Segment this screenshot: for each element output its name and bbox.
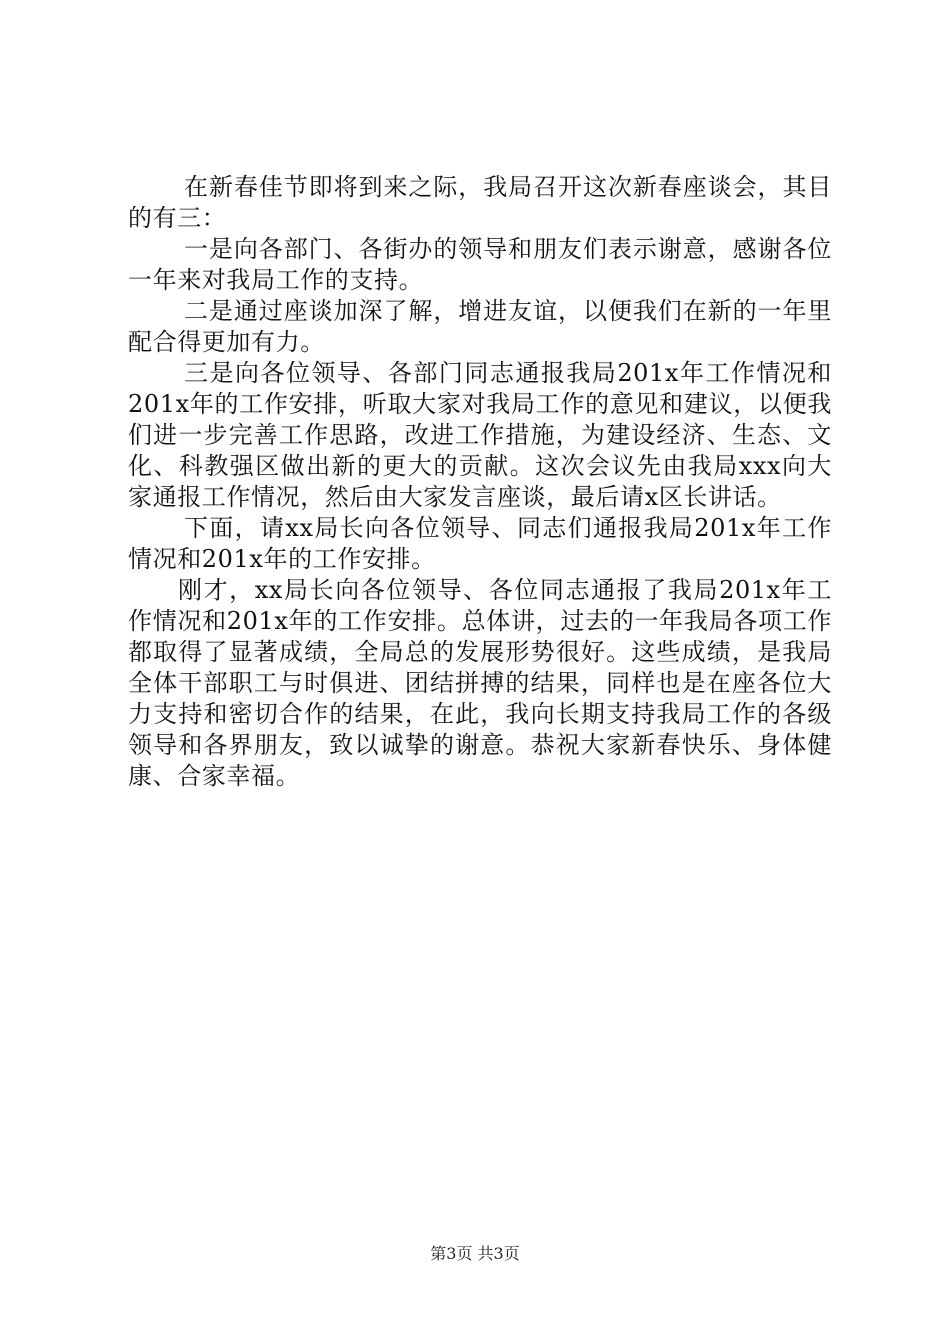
page-footer: 第3页 共3页 [430, 1244, 520, 1263]
paragraph-closing-remarks: 刚才，xx局长向各位领导、各位同志通报了我局201x年工作情况和201x年的工作安排。总体讲，过去的一年我局各项工作都取得了显著成绩，全局总的发展形势很好。这些成绩，是我局全体干部职工与时俱进、团结拼搏的结果，同样也是在座各位大力支持和密切合作的结果，在此，我向长期支持我局工作的各级领导和各界朋友，致以诚挚的谢意。恭祝大家新春快乐、身体健康、合家幸福。 [128, 576, 832, 790]
paragraph-purpose-one: 一是向各部门、各街办的领导和朋友们表示谢意，感谢各位一年来对我局工作的支持。 [128, 235, 832, 294]
paragraph-purpose-two: 二是通过座谈加深了解，增进友谊，以便我们在新的一年里配合得更加有力。 [128, 297, 832, 356]
paragraph-report-intro: 下面，请xx局长向各位领导、同志们通报我局201x年工作情况和201x年的工作安排。 [128, 514, 832, 573]
document-body [128, 172, 832, 792]
paragraph-purpose-intro: 在新春佳节即将到来之际，我局召开这次新春座谈会，其目的有三： [128, 173, 832, 232]
paragraph-purpose-three: 三是向各位领导、各部门同志通报我局201x年工作情况和201x年的工作安排，听取大家对我局工作的意见和建议，以便我们进一步完善工作思路，改进工作措施，为建设经济、生态、文化、科教强区做出新的更大的贡献。这次会议先由我局xxx向大家通报工作情况，然后由大家发言座谈，最后请x区长讲话。 [128, 359, 832, 511]
